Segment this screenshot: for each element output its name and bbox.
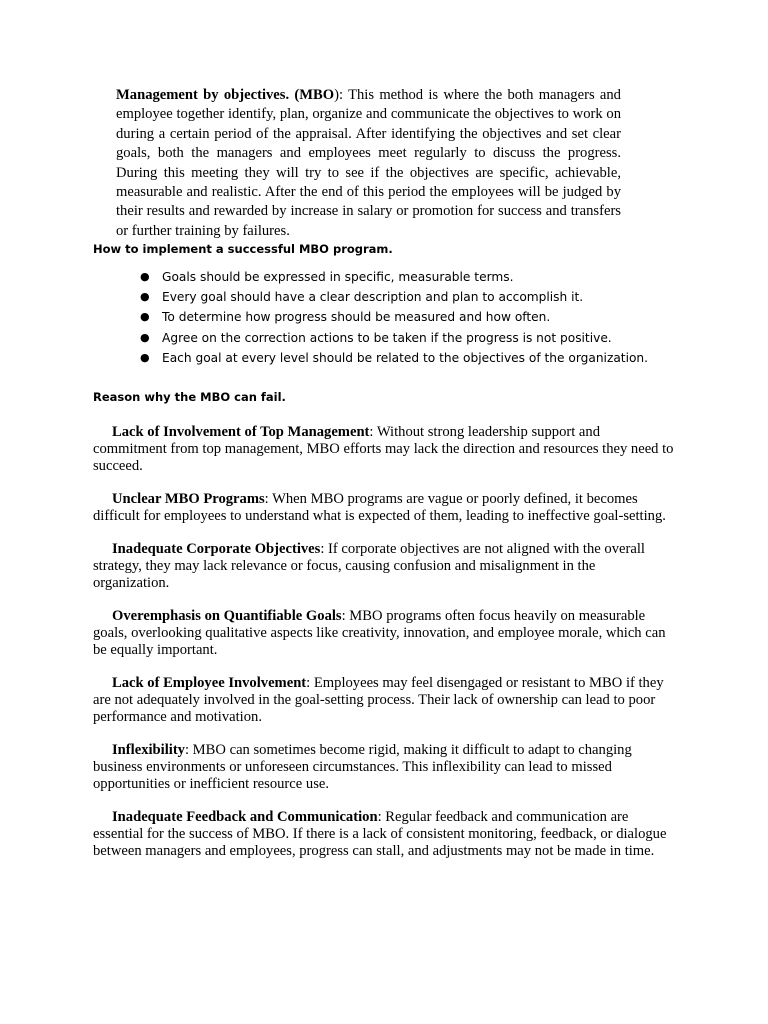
- reason-text: : MBO can sometimes become rigid, making it difficult to adapt to changing business environments or unforeseen circumstances. This inflexibility can lead to missed opportunities or inefficient resource use.: [93, 742, 632, 792]
- reason-title: Lack of Employee Involvement: [112, 675, 307, 692]
- reason-text: : Regular feedback and communication are essential for the success of MBO. If there is a lack of consistent monitoring, feedback, or dialogue between managers and employees, progress can stall, and adjustments may not be made in time.: [93, 809, 667, 859]
- list-item-text: Goals should be expressed in specific, measurable terms.: [162, 270, 514, 284]
- reason-title: Inadequate Feedback and Communication: [112, 809, 378, 826]
- reason-paragraph: [93, 424, 675, 474]
- reason-paragraph: [93, 809, 675, 859]
- reason-title: Unclear MBO Programs: [112, 490, 265, 507]
- list-item-text: Agree on the correction actions to be taken if the progress is not positive.: [162, 330, 612, 345]
- reason-text: : MBO programs often focus heavily on measurable goals, overlooking qualitative aspects like creativity, innovation, and employee morale, which can be equally important.: [93, 608, 666, 658]
- bullet-icon: ●: [140, 350, 150, 364]
- reason-paragraph: [93, 541, 675, 591]
- mbo-term: Management by objectives. (MBO: [116, 87, 335, 103]
- list-item: [140, 307, 648, 327]
- reason-paragraph: [93, 491, 675, 525]
- reason-paragraph: [93, 742, 675, 792]
- bullet-icon: ●: [140, 330, 150, 344]
- bullet-icon: ●: [140, 270, 150, 283]
- list-item-text: Every goal should have a clear description and plan to accomplish it.: [162, 290, 584, 305]
- implementation-steps-list: [140, 267, 648, 368]
- reason-paragraph: [93, 608, 675, 658]
- implement-heading: How to implement a successful MBO program.: [93, 242, 393, 256]
- reason-title: Inflexibility: [112, 742, 185, 759]
- mbo-intro-paragraph: [116, 86, 621, 241]
- failure-reasons-heading: Reason why the MBO can fail.: [93, 390, 286, 404]
- reason-text: : If corporate objectives are not aligned with the overall strategy, they may lack relevance or focus, causing confusion and misalignment in the organization.: [93, 541, 645, 591]
- reason-paragraph: [93, 675, 675, 725]
- list-item: [140, 267, 648, 287]
- reason-text: : Without strong leadership support and commitment from top management, MBO efforts may lack the direction and resources they need to succeed.: [93, 424, 674, 474]
- reason-title: Overemphasis on Quantifiable Goals: [112, 608, 342, 625]
- list-item: [140, 287, 648, 307]
- mbo-term-close: ): [334, 87, 339, 103]
- list-item: [140, 328, 648, 348]
- failure-reasons-section: [93, 424, 675, 876]
- reason-title: Lack of Involvement of Top Management: [112, 424, 370, 440]
- bullet-icon: ●: [140, 310, 150, 324]
- reason-text: : Employees may feel disengaged or resistant to MBO if they are not adequately involved in the goal-setting process. Their lack of ownership can lead to poor performance and motivation.: [93, 675, 664, 725]
- list-item-text: To determine how progress should be measured and how often.: [162, 310, 551, 325]
- list-item-text: Each goal at every level should be related to the objectives of the organization.: [162, 350, 649, 365]
- mbo-intro-body: : This method is where the both managers and employee together identify, plan, organize and communicate the objectives to work on during a certain period of the appraisal. After identifying the objectives and set clear goals, both the managers and employees meet regularly to discuss the progress. During this meeting they will try to see if the objectives are specific, achievable, measurable and realistic. After the end of this period the employees will be judged by their results and rewarded by increase in salary or promotion for success and transfers or further training by failures.: [116, 87, 621, 239]
- reason-title: Inadequate Corporate Objectives: [112, 541, 321, 558]
- reason-text: : When MBO programs are vague or poorly defined, it becomes difficult for employees to understand what is expected of them, leading to ineffective goal-setting.: [93, 490, 666, 524]
- bullet-icon: ●: [140, 290, 150, 304]
- list-item: [140, 348, 648, 368]
